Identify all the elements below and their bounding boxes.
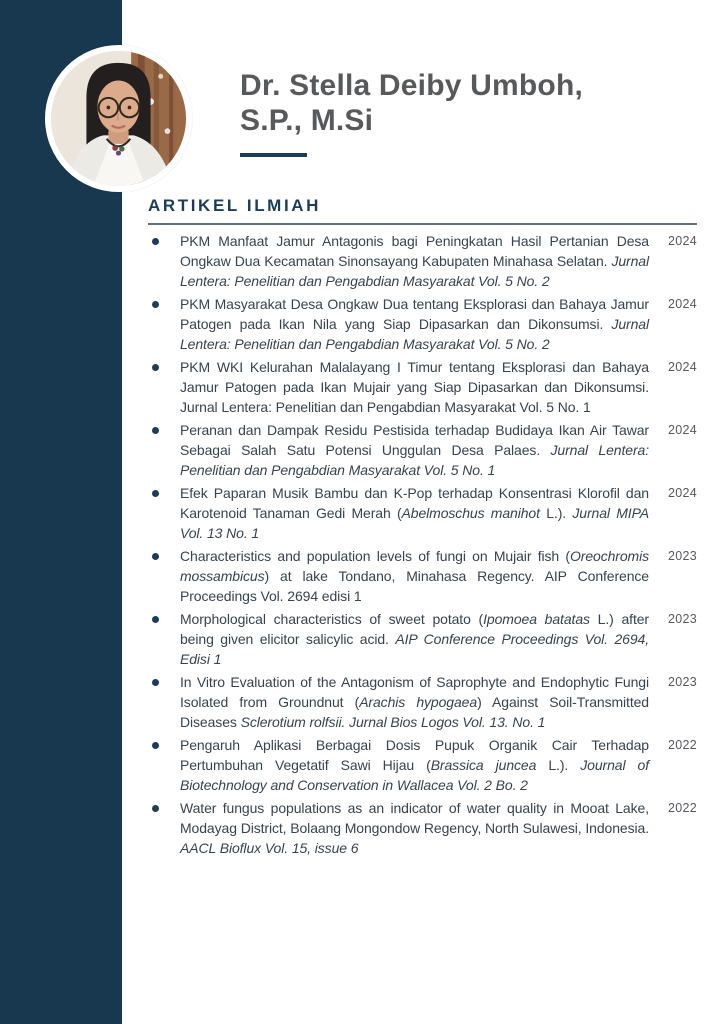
journal-name-italic: Jurnal MIPA Vol. 13 No. 1: [180, 505, 650, 541]
publication-item: [148, 546, 697, 606]
publication-year: 2024: [667, 422, 697, 437]
publication-item: [148, 672, 697, 732]
publication-item: [148, 294, 697, 354]
publication-text: [180, 798, 649, 858]
journal-name-italic: AACL Bioflux Vol. 15, issue 6: [180, 840, 359, 856]
publication-text: [180, 609, 649, 669]
journal-name-italic: AIP Conference Proceedings Vol. 2694, Edisi 1: [180, 631, 650, 667]
bullet-icon: [152, 553, 159, 560]
publication-list: [148, 231, 697, 861]
publication-title-text: L.).: [536, 757, 581, 773]
publication-item: [148, 735, 697, 795]
publication-text: [180, 294, 649, 354]
journal-name-italic: Arachis hypogaea: [359, 694, 478, 710]
publication-text: [180, 357, 649, 417]
journal-name-italic: Oreochromis mossambicus: [180, 548, 649, 584]
publication-year: 2022: [667, 737, 697, 752]
publication-title-text: Peranan dan Dampak Residu Pestisida terhadap Budidaya Ikan Air Tawar Sebagai Salah Satu Potensi Unggulan Desa Palaes.: [180, 422, 649, 458]
section-divider: [148, 223, 697, 225]
journal-name-italic: Brassica juncea: [430, 757, 537, 773]
bullet-icon: [152, 679, 159, 686]
bullet-icon: [152, 616, 159, 623]
publication-title-text: PKM WKI Kelurahan Malalayang I Timur tentang Eksplorasi dan Bahaya Jamur Patogen pada Ikan Mujair yang Siap Dipasarkan dan Dikonsumsi. Jurnal Lentera: Penelitian dan Pengabdian Masyarakat Vol. 5 No. 1: [180, 359, 649, 415]
publication-year: 2023: [667, 611, 697, 626]
publication-title-text: PKM Manfaat Jamur Antagonis bagi Peningkatan Hasil Pertanian Desa Ongkaw Dua Kecamatan Sinonsayang Kabupaten Minahasa Selatan.: [180, 233, 649, 269]
publication-item: [148, 609, 697, 669]
publication-title-text: L.) after being given elicitor salicylic acid.: [180, 611, 649, 647]
publication-year: 2024: [667, 359, 697, 374]
journal-name-italic: Journal of Biotechnology and Conservation in Wallacea Vol. 2 Bo. 2: [180, 757, 650, 793]
publication-title-text: ) Against Soil-Transmitted Diseases: [180, 694, 649, 730]
publication-text: [180, 420, 649, 480]
publication-text: [180, 672, 649, 732]
publication-year: 2023: [667, 674, 697, 689]
publication-title-text: L.).: [539, 505, 573, 521]
publication-title-text: Water fungus populations as an indicator of water quality in Mooat Lake, Modayag District, Bolaang Mongondow Regency, North Sulawesi, Indonesia.: [180, 800, 649, 836]
publication-text: [180, 546, 649, 606]
publication-year: 2024: [667, 233, 697, 248]
bullet-icon: [152, 238, 159, 245]
publication-text: [180, 231, 649, 291]
profile-photo: [45, 45, 192, 192]
publication-year: 2022: [667, 800, 697, 815]
publication-item: [148, 483, 697, 543]
publication-item: [148, 357, 697, 417]
bullet-icon: [152, 490, 159, 497]
journal-name-italic: Jurnal Lentera: Penelitian dan Pengabdian Masyarakat Vol. 5 No. 2: [180, 316, 649, 352]
journal-name-italic: Ipomoea batatas: [483, 611, 590, 627]
publication-text: [180, 735, 649, 795]
publication-year: 2024: [667, 296, 697, 311]
bullet-icon: [152, 301, 159, 308]
journal-name-italic: Sclerotium rolfsii. Jurnal Bios Logos Vol. 13. No. 1: [240, 714, 546, 730]
page-title: [240, 68, 710, 138]
publication-item: [148, 231, 697, 291]
bullet-icon: [152, 742, 159, 749]
title-underline: [240, 153, 307, 157]
publication-title-text: In Vitro Evaluation of the Antagonism of Saprophyte and Endophytic Fungi Isolated from Groundnut (: [180, 674, 649, 710]
bullet-icon: [152, 805, 159, 812]
journal-name-italic: Jurnal Lentera: Penelitian dan Pengabdian Masyarakat Vol. 5 No. 1: [180, 442, 649, 478]
publication-text: [180, 483, 649, 543]
publication-title-text: Efek Paparan Musik Bambu dan K-Pop terhadap Konsentrasi Klorofil dan Karotenoid Tanaman Gedi Merah (: [180, 485, 649, 521]
publication-item: [148, 420, 697, 480]
publication-title-text: Characteristics and population levels of fungi on Mujair fish (: [180, 548, 570, 564]
publication-title-text: Morphological characteristics of sweet potato (: [180, 611, 484, 627]
publication-title-text: PKM Masyarakat Desa Ongkaw Dua tentang Eksplorasi dan Bahaya Jamur Patogen pada Ikan Nila yang Siap Dipasarkan dan Dikonsumsi.: [180, 296, 649, 332]
publication-year: 2024: [667, 485, 697, 500]
portrait-illustration: [51, 51, 186, 186]
name-line-2: S.P., M.Si: [240, 104, 374, 137]
journal-name-italic: Abelmoschus manihot: [401, 505, 540, 521]
publication-title-text: Pengaruh Aplikasi Berbagai Dosis Pupuk Organik Cair Terhadap Pertumbuhan Vegetatif Sawi Hijau (: [180, 737, 649, 773]
publication-year: 2023: [667, 548, 697, 563]
bullet-icon: [152, 427, 159, 434]
journal-name-italic: Jurnal Lentera: Penelitian dan Pengabdian Masyarakat Vol. 5 No. 2: [180, 253, 649, 289]
name-line-1: Dr. Stella Deiby Umboh,: [240, 69, 584, 102]
bullet-icon: [152, 364, 159, 371]
section-title-artikel-ilmiah: ARTIKEL ILMIAH: [148, 196, 322, 215]
publication-title-text: ) at lake Tondano, Minahasa Regency. AIP Conference Proceedings Vol. 2694 edisi 1: [180, 568, 649, 604]
publication-item: [148, 798, 697, 858]
